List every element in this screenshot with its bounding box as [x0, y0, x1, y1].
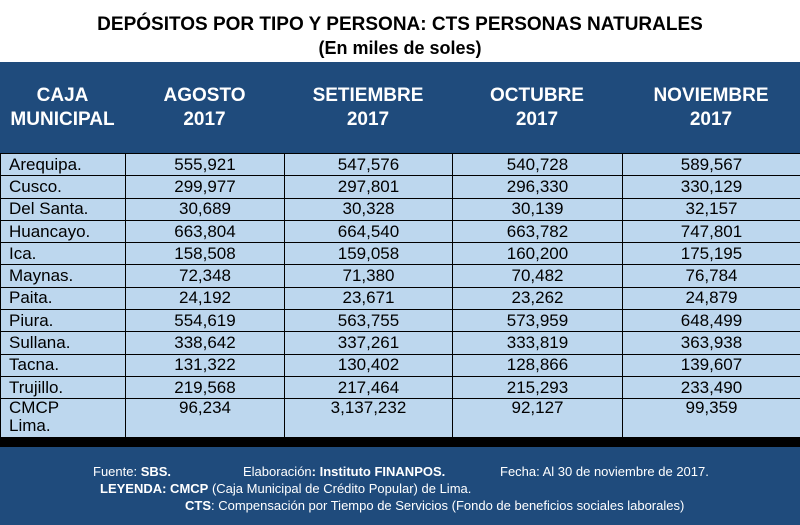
row-name: Paita.	[1, 287, 126, 309]
row-name: Sullana.	[1, 332, 126, 354]
cell-value: 99,359	[623, 399, 800, 438]
header-line: 2017	[183, 108, 226, 130]
header-line: NOVIEMBRE	[653, 84, 769, 106]
cell-value: 217,464	[285, 376, 453, 398]
row-name: Trujillo.	[1, 376, 126, 398]
footer-cts	[185, 498, 684, 513]
table-row	[1, 198, 800, 220]
table-row	[1, 154, 800, 176]
cell-value: 648,499	[623, 310, 800, 332]
row-name-line: Lima.	[9, 416, 51, 436]
cell-value: 130,402	[285, 354, 453, 376]
leyenda-text: (Caja Municipal de Crédito Popular) de Lima.	[208, 481, 472, 496]
cell-value: 3,137,232	[285, 399, 453, 438]
table-row	[1, 376, 800, 398]
cell-value: 32,157	[623, 198, 800, 220]
cell-value: 563,755	[285, 310, 453, 332]
cell-value: 30,689	[126, 198, 285, 220]
footer-elaboracion	[243, 464, 445, 479]
cell-value: 159,058	[285, 243, 453, 265]
table-header	[0, 62, 800, 153]
row-name: Piura.	[1, 310, 126, 332]
cell-value: 540,728	[453, 154, 623, 176]
cell-value: 158,508	[126, 243, 285, 265]
elab-value: : Instituto FINANPOS.	[311, 464, 446, 479]
row-name: Tacna.	[1, 354, 126, 376]
cell-value: 330,129	[623, 176, 800, 198]
cell-value: 24,879	[623, 287, 800, 309]
cell-value: 92,127	[453, 399, 623, 438]
header-line: 2017	[346, 108, 390, 130]
page-subtitle: (En miles de soles)	[318, 38, 482, 58]
cell-value: 297,801	[285, 176, 453, 198]
cell-value: 215,293	[453, 376, 623, 398]
row-name: Ica.	[1, 243, 126, 265]
header-noviembre	[622, 62, 800, 153]
cell-value: 23,671	[285, 287, 453, 309]
footer-notes	[0, 447, 800, 525]
header-line: AGOSTO	[163, 84, 246, 106]
header-agosto	[125, 62, 284, 153]
cell-value: 219,568	[126, 376, 285, 398]
footer-leyenda	[100, 481, 471, 496]
elab-label: Elaboración	[243, 464, 312, 479]
header-line: OCTUBRE	[490, 84, 584, 106]
cell-value: 747,801	[623, 220, 800, 242]
header-line: SETIEMBRE	[312, 84, 424, 106]
row-name-line: CMCP	[9, 398, 60, 418]
cell-value: 76,784	[623, 265, 800, 287]
cell-value: 233,490	[623, 376, 800, 398]
table-row	[1, 354, 800, 376]
cell-value: 139,607	[623, 354, 800, 376]
header-line: CAJA	[36, 84, 89, 106]
cell-value: 72,348	[126, 265, 285, 287]
cell-value: 24,192	[126, 287, 285, 309]
row-name: Cusco.	[1, 176, 126, 198]
table-row	[1, 220, 800, 242]
cell-value: 363,938	[623, 332, 800, 354]
table-row	[1, 332, 800, 354]
title-box	[0, 0, 800, 62]
cell-value: 333,819	[453, 332, 623, 354]
page-title: DEPÓSITOS POR TIPO Y PERSONA: CTS PERSONAS NATURALES	[97, 14, 703, 35]
cell-value: 296,330	[453, 176, 623, 198]
header-caja-municipal	[0, 62, 125, 153]
cell-value: 299,977	[126, 176, 285, 198]
table-row	[1, 243, 800, 265]
cell-value: 663,782	[453, 220, 623, 242]
cell-value: 554,619	[126, 310, 285, 332]
cell-value: 131,322	[126, 354, 285, 376]
cell-value: 30,328	[285, 198, 453, 220]
data-table	[0, 153, 800, 438]
cell-value: 547,576	[285, 154, 453, 176]
cell-value: 30,139	[453, 198, 623, 220]
cell-value: 96,234	[126, 399, 285, 438]
cell-value: 664,540	[285, 220, 453, 242]
cell-value: 555,921	[126, 154, 285, 176]
row-name: Maynas.	[1, 265, 126, 287]
cell-value: 337,261	[285, 332, 453, 354]
row-name: Huancayo.	[1, 220, 126, 242]
table-row	[1, 310, 800, 332]
cell-value: 663,804	[126, 220, 285, 242]
table-row	[1, 287, 800, 309]
cell-value: 175,195	[623, 243, 800, 265]
header-setiembre	[284, 62, 452, 153]
cell-value: 71,380	[285, 265, 453, 287]
row-name: Arequipa.	[1, 154, 126, 176]
header-line: 2017	[515, 108, 559, 130]
fuente-value: SBS.	[140, 464, 172, 479]
footer-fecha: Fecha: Al 30 de noviembre de 2017.	[500, 464, 709, 479]
header-line: 2017	[689, 108, 733, 130]
fuente-label: Fuente:	[93, 464, 141, 479]
cts-label: CTS	[185, 498, 211, 513]
cell-value: 23,262	[453, 287, 623, 309]
table-row	[1, 265, 800, 287]
cell-value: 589,567	[623, 154, 800, 176]
header-octubre	[452, 62, 622, 153]
leyenda-label: LEYENDA: CMCP	[100, 481, 209, 496]
table-row	[1, 176, 800, 198]
cell-value: 70,482	[453, 265, 623, 287]
table-row	[1, 399, 800, 438]
cell-value: 128,866	[453, 354, 623, 376]
header-line: MUNICIPAL	[10, 108, 115, 130]
row-name: Del Santa.	[1, 198, 126, 220]
footer-fuente	[93, 464, 171, 479]
cell-value: 338,642	[126, 332, 285, 354]
cell-value: 160,200	[453, 243, 623, 265]
row-name	[1, 399, 126, 438]
cts-text: : Compensación por Tiempo de Servicios (Fondo de beneficios sociales laborales)	[211, 498, 685, 513]
cell-value: 573,959	[453, 310, 623, 332]
